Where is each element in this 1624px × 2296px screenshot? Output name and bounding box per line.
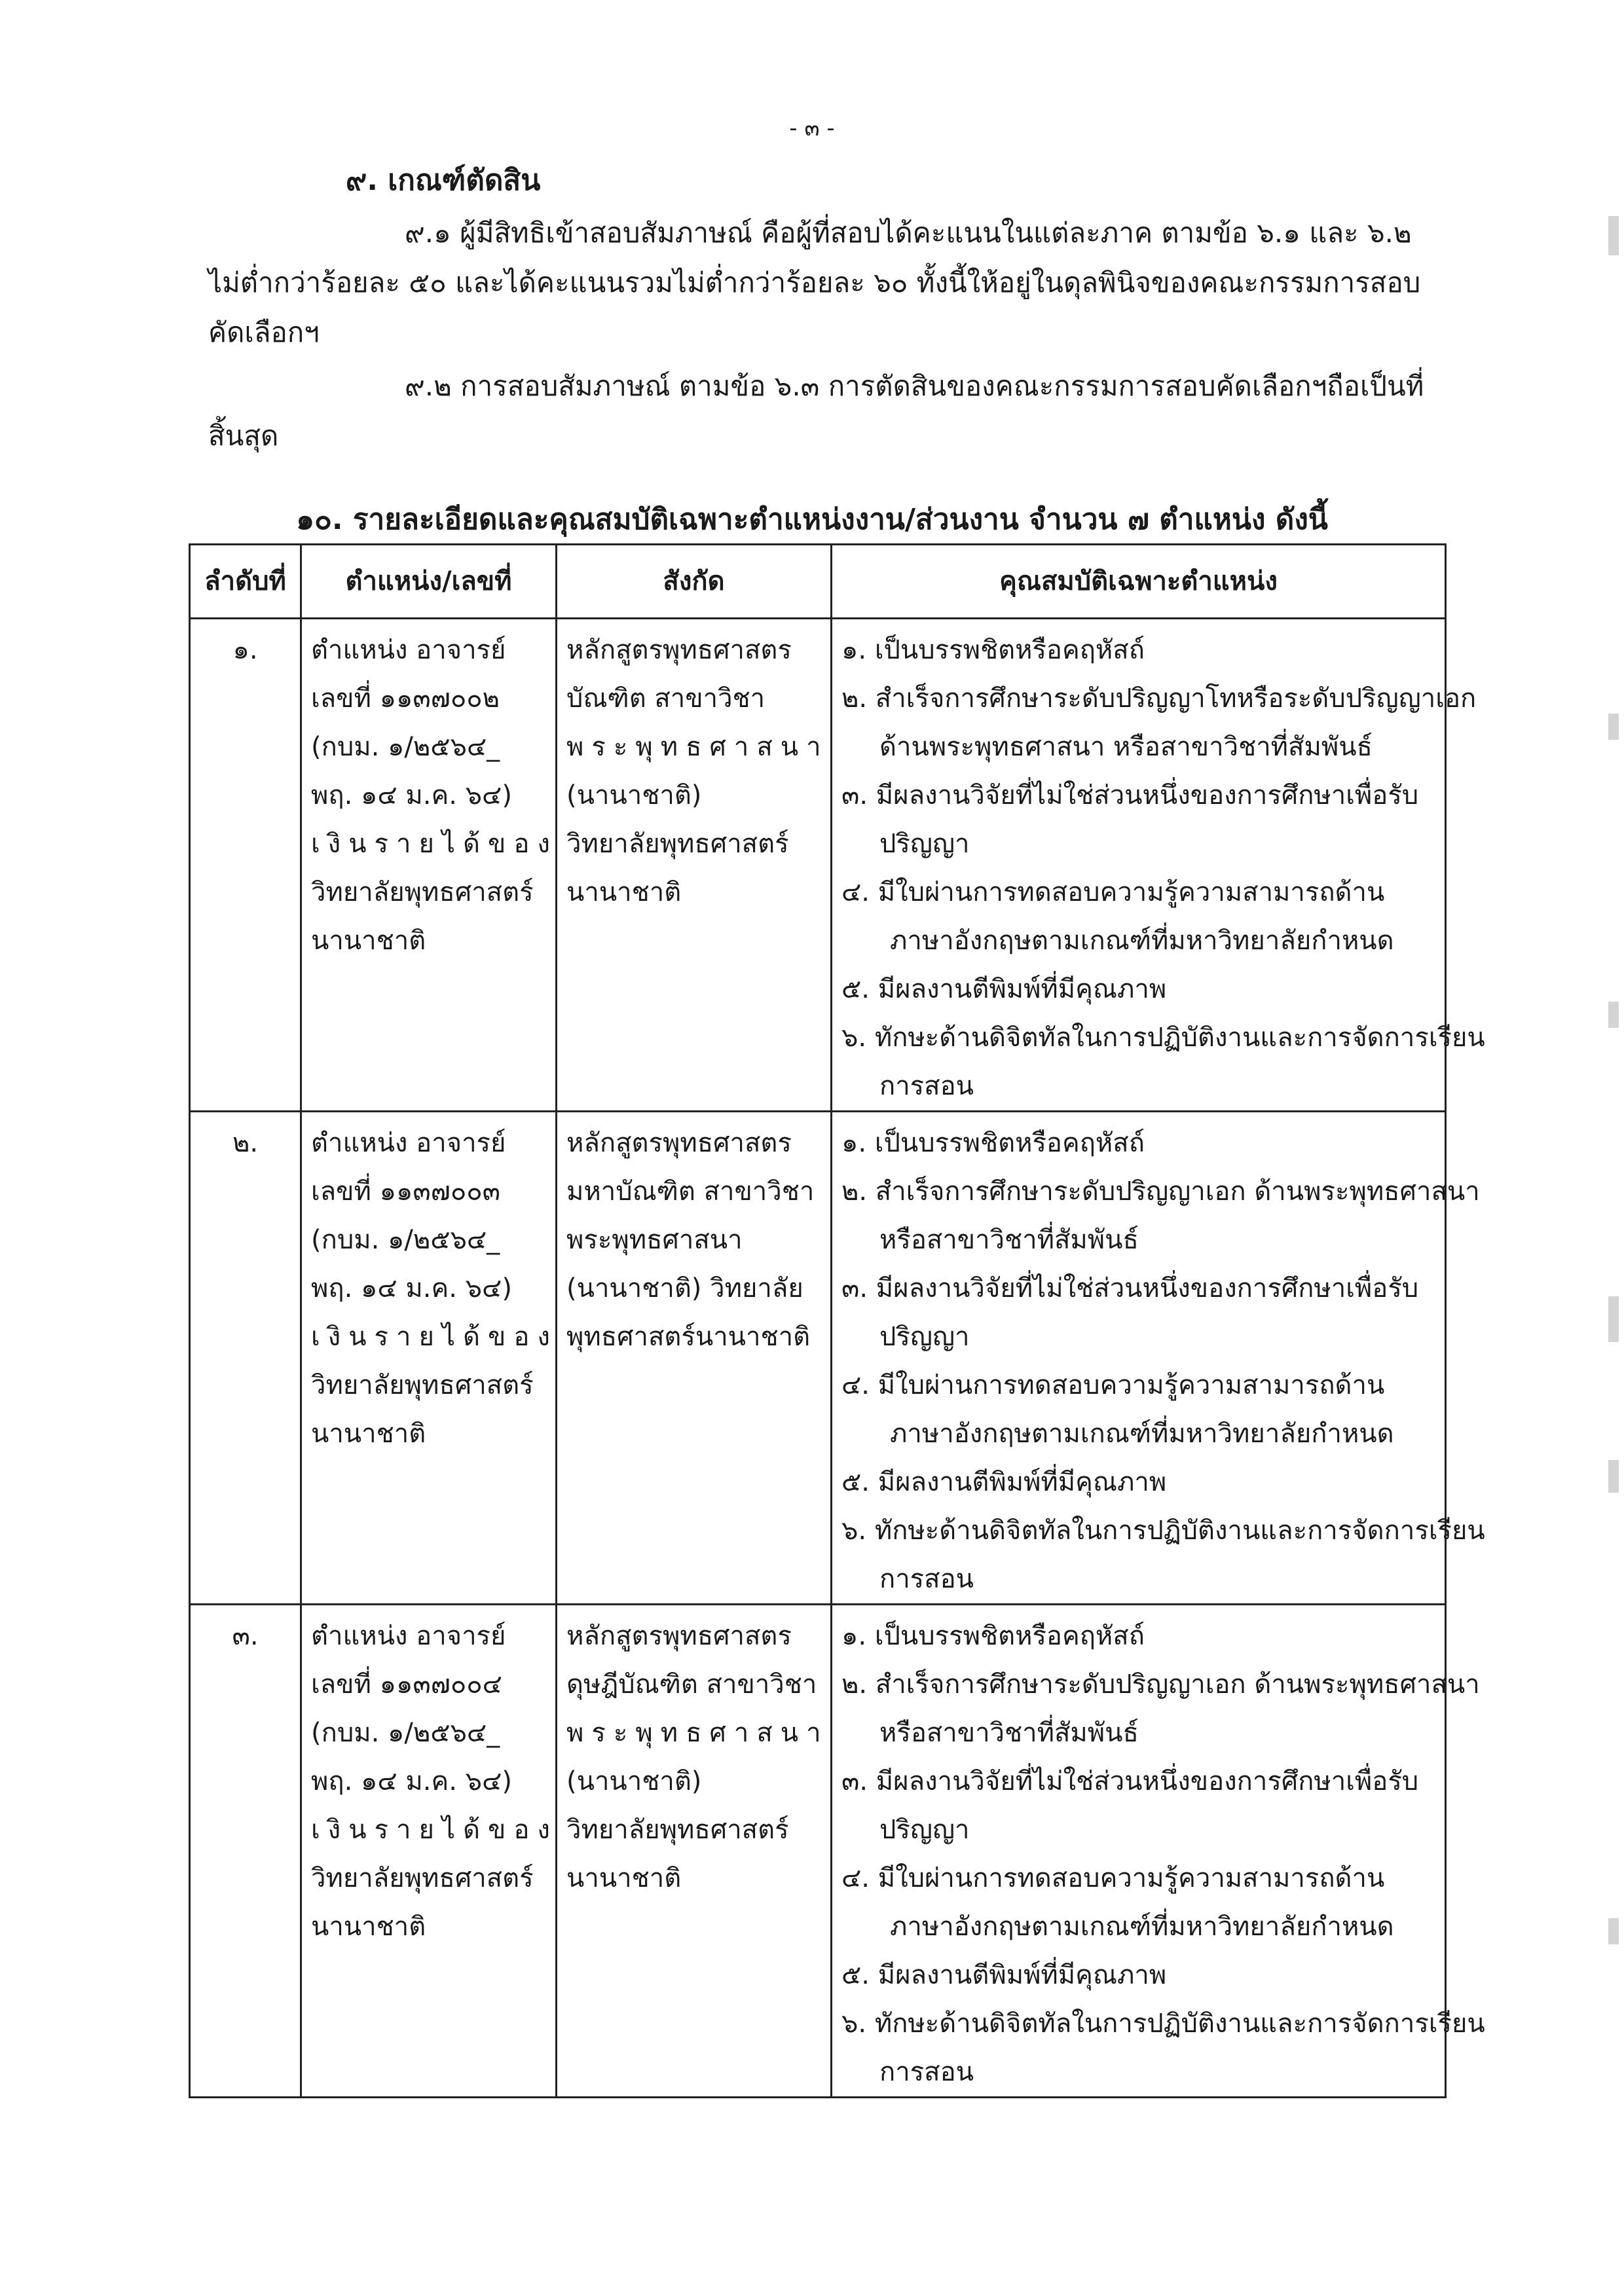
scan-edge-mark (1608, 1002, 1619, 1028)
position-line: เงินรายได้ของ (311, 1815, 558, 1845)
qualification-continuation: ปริญญา (879, 1322, 970, 1352)
table-row (190, 1605, 1446, 2098)
scan-edge-mark (1608, 216, 1619, 255)
section-9-heading: ๙. เกณฑ์ตัดสิน (346, 164, 541, 197)
qualification-continuation: การสอน (879, 1564, 974, 1594)
paragraph-9-1-line-3: คัดเลือกฯ (208, 316, 320, 348)
affiliation-line: พระพุทธศาสนา (566, 732, 829, 762)
header-qualifications: คุณสมบัติเฉพาะตำแหน่ง (832, 545, 1446, 619)
qualifications-cell (832, 1112, 1485, 1605)
order-cell: ๒. (190, 1112, 301, 1605)
position-line: นานาชาติ (311, 1912, 426, 1942)
position-line: (กบม. ๑/๒๕๖๔_ (311, 1225, 500, 1255)
header-affiliation: สังกัด (557, 545, 832, 619)
affiliation-line: ดุษฎีบัณฑิต สาขาวิชา (566, 1669, 817, 1700)
qualification-continuation: ด้านพระพุทธศาสนา หรือสาขาวิชาที่สัมพันธ์ (879, 732, 1373, 762)
affiliation-line: นานาชาติ (566, 1863, 682, 1893)
page-number: - ๓ - (789, 115, 835, 141)
affiliation-line: หลักสูตรพุทธศาสตร (566, 1621, 792, 1651)
position-line: (กบม. ๑/๒๕๖๔_ (311, 1718, 500, 1748)
position-line: เลขที่ ๑๑๓๗๐๐๔ (311, 1669, 502, 1700)
position-cell (301, 619, 557, 1112)
position-line: นานาชาติ (311, 926, 426, 956)
affiliation-line: พระพุทธศาสนา (566, 1225, 743, 1255)
position-line: ตำแหน่ง อาจารย์ (311, 635, 506, 665)
position-line: วิทยาลัยพุทธศาสตร์ (311, 1863, 534, 1893)
affiliation-line: หลักสูตรพุทธศาสตร (566, 1128, 792, 1158)
qualification-item: ๓. มีผลงานวิจัยที่ไม่ใช่ส่วนหนึ่งของการศึกษาเพื่อรับ (841, 1273, 1419, 1303)
affiliation-line: วิทยาลัยพุทธศาสตร์ (566, 1815, 789, 1845)
scan-edge-mark (1608, 714, 1619, 740)
position-line: เลขที่ ๑๑๓๗๐๐๓ (311, 1176, 500, 1207)
table-title: ๑๐. รายละเอียดและคุณสมบัติเฉพาะตำแหน่งงาน/ส่วนงาน จำนวน ๗ ตำแหน่ง ดังนี้ (296, 503, 1328, 536)
qualification-item: ๓. มีผลงานวิจัยที่ไม่ใช่ส่วนหนึ่งของการศึกษาเพื่อรับ (841, 780, 1419, 811)
affiliation-line: นานาชาติ (566, 877, 682, 907)
scan-edge-mark (1608, 1918, 1619, 1944)
qualification-item: ๑. เป็นบรรพชิตหรือคฤหัสถ์ (841, 1621, 1145, 1651)
qualification-item: ๑. เป็นบรรพชิตหรือคฤหัสถ์ (841, 635, 1145, 665)
paragraph-9-1-line-1: ๙.๑ ผู้มีสิทธิเข้าสอบสัมภาษณ์ คือผู้ที่สอบได้คะแนนในแต่ละภาค ตามข้อ ๖.๑ และ ๖.๒ (405, 217, 1412, 249)
qualification-item: ๒. สำเร็จการศึกษาระดับปริญญาโทหรือระดับปริญญาเอก (841, 683, 1477, 714)
affiliation-line: พุทธศาสตร์นานาชาติ (566, 1322, 811, 1352)
scan-edge-mark (1608, 1296, 1619, 1342)
paragraph-9-1 (208, 208, 1442, 357)
table-row (190, 1112, 1446, 1605)
qualification-continuation: หรือสาขาวิชาที่สัมพันธ์ (879, 1718, 1139, 1748)
qualification-continuation: ภาษาอังกฤษตามเกณฑ์ที่มหาวิทยาลัยกำหนด (890, 1419, 1394, 1449)
qualification-continuation: ปริญญา (879, 829, 970, 859)
position-line: พฤ. ๑๔ ม.ค. ๖๔) (311, 1766, 512, 1796)
qualification-item: ๖. ทักษะด้านดิจิตทัลในการปฏิบัติงานและการจัดการเรียน (841, 1516, 1485, 1546)
qualification-item: ๔. มีใบผ่านการทดสอบความรู้ความสามารถด้าน (841, 877, 1385, 907)
paragraph-9-1-line-2: ไม่ต่ำกว่าร้อยละ ๕๐ และได้คะแนนรวมไม่ต่ำกว่าร้อยละ ๖๐ ทั้งนี้ให้อยู่ในดุลพินิจของคณะกรรมการสอบ (208, 266, 1421, 299)
paragraph-9-2-line-1: ๙.๒ การสอบสัมภาษณ์ ตามข้อ ๖.๓ การตัดสินของคณะกรรมการสอบคัดเลือกฯถือเป็นที่ (405, 370, 1424, 402)
position-line: วิทยาลัยพุทธศาสตร์ (311, 877, 534, 907)
qualification-item: ๒. สำเร็จการศึกษาระดับปริญญาเอก ด้านพระพุทธศาสนา (841, 1669, 1480, 1700)
table-row (190, 619, 1446, 1112)
order-cell: ๑. (190, 619, 301, 1112)
qualification-item: ๕. มีผลงานตีพิมพ์ที่มีคุณภาพ (841, 974, 1167, 1004)
position-line: (กบม. ๑/๒๕๖๔_ (311, 732, 500, 762)
qualifications-cell (832, 1605, 1485, 2098)
qualification-item: ๖. ทักษะด้านดิจิตทัลในการปฏิบัติงานและการจัดการเรียน (841, 2009, 1485, 2039)
qualifications-cell (832, 619, 1485, 1112)
scan-edge-mark (1608, 1460, 1619, 1493)
header-order: ลำดับที่ (190, 545, 301, 619)
affiliation-line: (นานาชาติ) วิทยาลัย (566, 1273, 803, 1303)
position-line: เงินรายได้ของ (311, 829, 558, 859)
qualification-item: ๖. ทักษะด้านดิจิตทัลในการปฏิบัติงานและการจัดการเรียน (841, 1023, 1485, 1053)
qualification-continuation: หรือสาขาวิชาที่สัมพันธ์ (879, 1225, 1139, 1255)
affiliation-line: มหาบัณฑิต สาขาวิชา (566, 1176, 815, 1207)
qualification-continuation: ปริญญา (879, 1815, 970, 1845)
qualification-continuation: การสอน (879, 1071, 974, 1101)
position-line: พฤ. ๑๔ ม.ค. ๖๔) (311, 780, 512, 811)
order-cell: ๓. (190, 1605, 301, 2098)
position-line: ตำแหน่ง อาจารย์ (311, 1621, 506, 1651)
paragraph-9-2 (208, 361, 1442, 461)
affiliation-line: (นานาชาติ) (566, 1766, 702, 1796)
qualification-continuation: ภาษาอังกฤษตามเกณฑ์ที่มหาวิทยาลัยกำหนด (890, 926, 1394, 956)
paragraph-9-2-line-2: สิ้นสุด (208, 420, 279, 452)
positions-table (189, 543, 1485, 2098)
position-line: พฤ. ๑๔ ม.ค. ๖๔) (311, 1273, 512, 1303)
header-position: ตำแหน่ง/เลขที่ (301, 545, 557, 619)
qualification-continuation: การสอน (879, 2057, 974, 2087)
affiliation-cell (557, 1112, 832, 1605)
qualification-item: ๕. มีผลงานตีพิมพ์ที่มีคุณภาพ (841, 1467, 1167, 1497)
position-line: เลขที่ ๑๑๓๗๐๐๒ (311, 683, 500, 714)
affiliation-line: วิทยาลัยพุทธศาสตร์ (566, 829, 789, 859)
qualification-item: ๔. มีใบผ่านการทดสอบความรู้ความสามารถด้าน (841, 1863, 1385, 1893)
qualification-item: ๔. มีใบผ่านการทดสอบความรู้ความสามารถด้าน (841, 1370, 1385, 1400)
affiliation-line: พระพุทธศาสนา (566, 1718, 829, 1748)
table-header-row (190, 545, 1446, 619)
affiliation-line: (นานาชาติ) (566, 780, 702, 811)
affiliation-line: บัณฑิต สาขาวิชา (566, 683, 766, 714)
position-cell (301, 1112, 557, 1605)
qualification-item: ๑. เป็นบรรพชิตหรือคฤหัสถ์ (841, 1128, 1145, 1158)
qualification-item: ๒. สำเร็จการศึกษาระดับปริญญาเอก ด้านพระพุทธศาสนา (841, 1176, 1480, 1207)
qualification-item: ๓. มีผลงานวิจัยที่ไม่ใช่ส่วนหนึ่งของการศึกษาเพื่อรับ (841, 1766, 1419, 1796)
position-line: วิทยาลัยพุทธศาสตร์ (311, 1370, 534, 1400)
qualification-item: ๕. มีผลงานตีพิมพ์ที่มีคุณภาพ (841, 1960, 1167, 1990)
position-line: นานาชาติ (311, 1419, 426, 1449)
position-cell (301, 1605, 557, 2098)
affiliation-line: หลักสูตรพุทธศาสตร (566, 635, 792, 665)
affiliation-cell (557, 1605, 832, 2098)
qualification-continuation: ภาษาอังกฤษตามเกณฑ์ที่มหาวิทยาลัยกำหนด (890, 1912, 1394, 1942)
position-line: เงินรายได้ของ (311, 1322, 558, 1352)
position-line: ตำแหน่ง อาจารย์ (311, 1128, 506, 1158)
affiliation-cell (557, 619, 832, 1112)
